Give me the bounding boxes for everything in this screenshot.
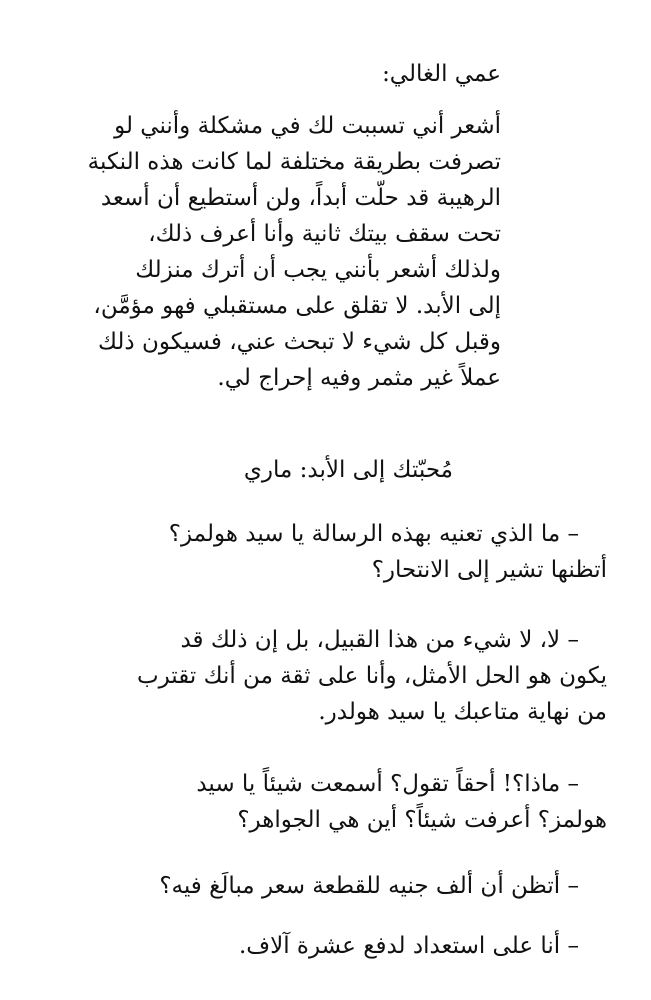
letter-line: أشعر أني تسببت لك في مشكلة وأنني لو [114, 113, 501, 139]
dialogue-paragraph [45, 516, 607, 588]
dialogue-paragraph [45, 928, 607, 964]
dialogue-paragraph [45, 868, 607, 904]
letter-greeting: عمي الغالي: [382, 61, 501, 87]
dialogue-line: – أتظن أن ألف جنيه للقطعة سعر مبالَغ فيه؟ [159, 873, 579, 899]
letter-line: ولذلك أشعر بأنني يجب أن أترك منزلك [135, 257, 501, 283]
dialogue-line: – أنا على استعداد لدفع عشرة آلاف. [238, 933, 579, 959]
letter-line: وقبل كل شيء لا تبحث عني، فسيكون ذلك [98, 329, 501, 355]
letter-line: عملاً غير مثمر وفيه إحراج لي. [217, 365, 501, 391]
dialogue-line: يكون هو الحل الأمثل، وأنا على ثقة من أنك تقترب [136, 663, 607, 689]
letter-line: إلى الأبد. لا تقلق على مستقبلي فهو مؤمَّن، [93, 293, 501, 319]
dialogue-line: أتظنها تشير إلى الانتحار؟ [371, 557, 607, 583]
dialogue-paragraph [45, 766, 607, 838]
letter-body [79, 108, 501, 396]
letter-line: تحت سقف بيتك ثانية وأنا أعرف ذلك، [148, 221, 501, 247]
dialogue-paragraph [45, 622, 607, 730]
dialogue-line: من نهاية متاعبك يا سيد هولدر. [318, 699, 607, 725]
dialogue-line: هولمز؟ أعرفت شيئاً؟ أين هي الجواهر؟ [237, 807, 607, 833]
letter-line: تصرفت بطريقة مختلفة لما كانت هذه النكبة [87, 149, 501, 175]
dialogue-line: – ما الذي تعنيه بهذه الرسالة يا سيد هولمز؟ [168, 521, 579, 547]
dialogue-line: – ماذا؟! أحقاً تقول؟ أسمعت شيئاً يا سيد [196, 771, 579, 797]
letter-signature: مُحبّتك إلى الأبد: ماري [243, 457, 453, 483]
letter-line: الرهيبة قد حلّت أبداً، ولن أستطيع أن أسعد [100, 185, 501, 211]
dialogue-line: – لا، لا شيء من هذا القبيل، بل إن ذلك قد [180, 627, 579, 653]
